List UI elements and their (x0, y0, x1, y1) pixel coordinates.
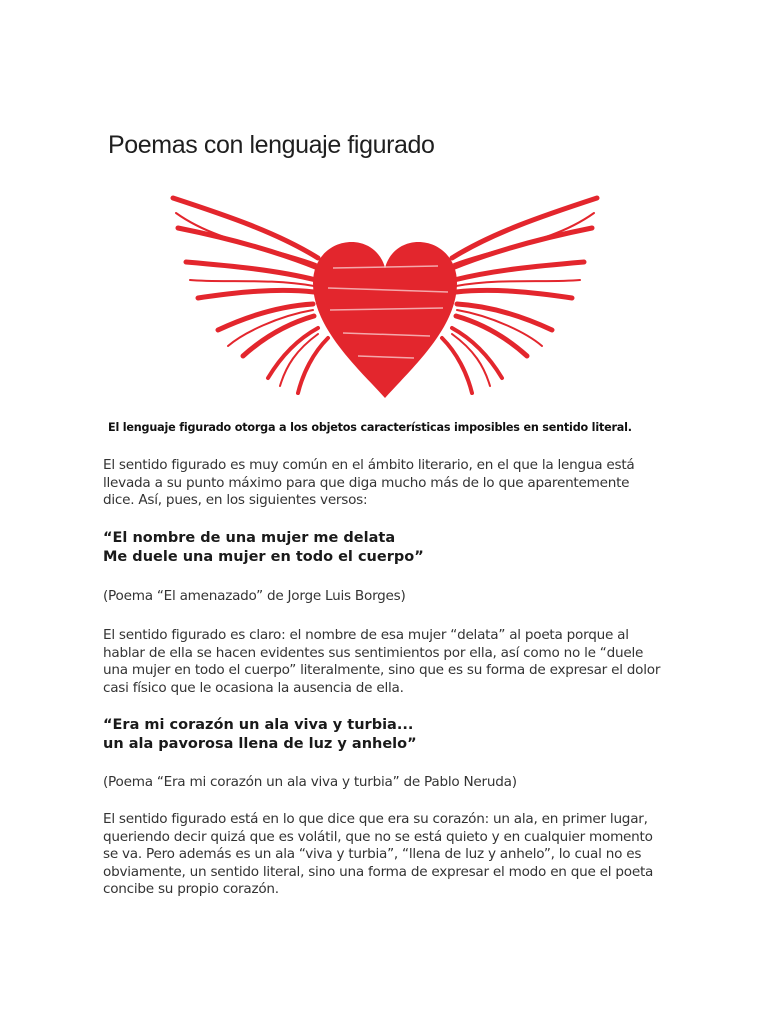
neruda-explanation-paragraph: El sentido figurado está en lo que dice que era su corazón: un ala, en primer lugar, queriendo decir quizá que es volátil, que no se está quieto y en cualquier momento se va. Pero además es un ala “viva y turbia”, “llena de luz y anhelo”, lo cual no es obviamente, un sentido literal, sino una forma de expresar el modo en que el poeta concibe su propio corazón. (103, 811, 654, 897)
verse-line: un ala pavorosa llena de luz y anhelo” (103, 736, 417, 752)
verse-line: Me duele una mujer en todo el cuerpo” (103, 549, 424, 565)
verse-borges (103, 529, 663, 567)
verse-line: “Era mi corazón un ala viva y turbia... (103, 717, 414, 733)
verse-source-borges: (Poema “El amenazado” de Jorge Luis Borges) (103, 588, 406, 604)
borges-explanation-paragraph: El sentido figurado es claro: el nombre de esa mujer “delata” al poeta porque al hablar de ella se hacen evidentes sus sentimientos por ella, así como no le “duele una mujer en todo el cuerpo” literalmente, sino que es su forma de expresar el dolor casi físico que le ocasiona la ausencia de ella. (103, 627, 661, 696)
verse-neruda (103, 716, 663, 754)
heart-icon (313, 242, 457, 398)
verse-source-neruda: (Poema “Era mi corazón un ala viva y turbia” de Pablo Neruda) (103, 774, 517, 790)
verse-line: “El nombre de una mujer me delata (103, 530, 396, 546)
image-caption: El lenguaje figurado otorga a los objetos características imposibles en sentido literal. (108, 421, 632, 434)
winged-heart-illustration (168, 188, 602, 406)
left-wing-icon (173, 198, 328, 393)
right-wing-icon (442, 198, 597, 393)
intro-paragraph: El sentido figurado es muy común en el ámbito literario, en el que la lengua está llevada a su punto máximo para que diga mucho más de lo que aparentemente dice. Así, pues, en los siguientes versos: (103, 457, 635, 508)
page-title: Poemas con lenguaje figurado (108, 131, 435, 159)
